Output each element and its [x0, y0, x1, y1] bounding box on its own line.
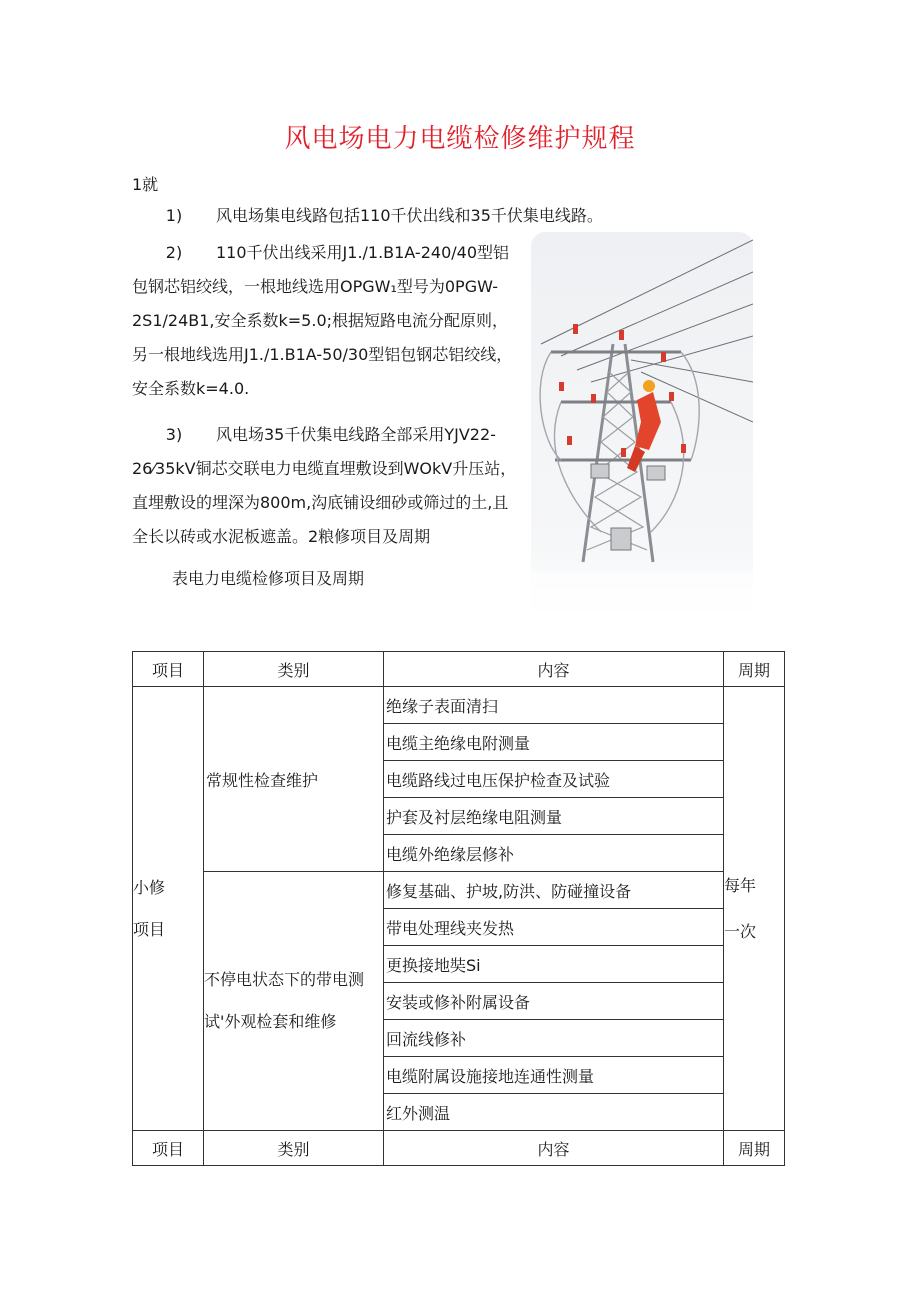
header-item: 项目 [133, 652, 204, 687]
table-cell-content: 绝缘子表面清扫 [384, 687, 724, 724]
table-row [133, 687, 785, 724]
table-caption: 表电力电缆检修项目及周期 [172, 569, 365, 588]
paragraph-1-text: 风电场集电线路包括110千伏出线和35千伏集电线路。 [216, 206, 603, 225]
table-cell-content: 带电处理线夹发热 [384, 909, 724, 946]
item-minor-repair: 小修 项目 [133, 687, 204, 1131]
maintenance-table [132, 651, 785, 1166]
header-period: 周期 [724, 652, 785, 687]
table-cell-content: 安装或修补附属设备 [384, 983, 724, 1020]
table-cell-content: 电缆主绝缘电附测量 [384, 724, 724, 761]
table-cell-content: 电缆路线过电压保护检查及试验 [384, 761, 724, 798]
table-cell-content: 更换接地奘Si [384, 946, 724, 983]
table-footer-header-row [133, 1131, 785, 1166]
category-routine: 常规性检查维护 [204, 687, 384, 872]
section-heading: 1就 [132, 175, 159, 194]
paragraph-1-number: 1) [165, 206, 183, 225]
footer-header-item: 项目 [133, 1131, 204, 1166]
power-pole-photo [531, 232, 753, 624]
period-yearly: 每年 一次 [724, 687, 785, 1131]
table-cell-content: 电缆附属设施接地连通性测量 [384, 1057, 724, 1094]
table-cell-content: 修复基础、护坡,防洪、防碰撞设备 [384, 872, 724, 909]
document-title: 风电场电力电缆检修维护规程 [284, 124, 636, 154]
footer-header-period: 周期 [724, 1131, 785, 1166]
table-row [133, 872, 785, 909]
header-content: 内容 [384, 652, 724, 687]
table-cell-content: 电缆外绝缘层修补 [384, 835, 724, 872]
paragraph-2 [132, 236, 524, 406]
paragraph-3 [132, 418, 524, 554]
table-header-row [133, 652, 785, 687]
paragraph-2-text: 110千伏出线采用J1./1.B1A-240/40型铝包钢芯铝绞线，一根地线选用OPGW₁型号为0PGW-2S1/24B1,安全系数k=5.0;根据短路电流分配原则，另一根地线选用J1./1.B1A-50/30型铝包钢芯铝绞线，安全系数k=4.0. [132, 243, 513, 398]
table-cell-content: 回流线修补 [384, 1020, 724, 1057]
category-live-test: 不停电状态下的带电测试'外观检套和维修 [204, 872, 384, 1131]
paragraph-3-text: 风电场35千伏集电线路全部采用YJV22-26⁄35kV铜芯交联电力电缆直埋敷设到WOkV升压站，直埋敷设的埋深为800m,沟底铺设细砂或筛过的土,且全长以砖或水泥板遮盖。2粮修项目及周期 [132, 425, 517, 546]
paragraph-2-number: 2) [165, 243, 183, 262]
paragraph-1 [132, 199, 692, 233]
table-cell-content: 护套及衬层绝缘电阻测量 [384, 798, 724, 835]
footer-header-content: 内容 [384, 1131, 724, 1166]
table-cell-content: 红外测温 [384, 1094, 724, 1131]
header-category: 类别 [204, 652, 384, 687]
paragraph-3-number: 3) [165, 425, 183, 444]
footer-header-category: 类别 [204, 1131, 384, 1166]
